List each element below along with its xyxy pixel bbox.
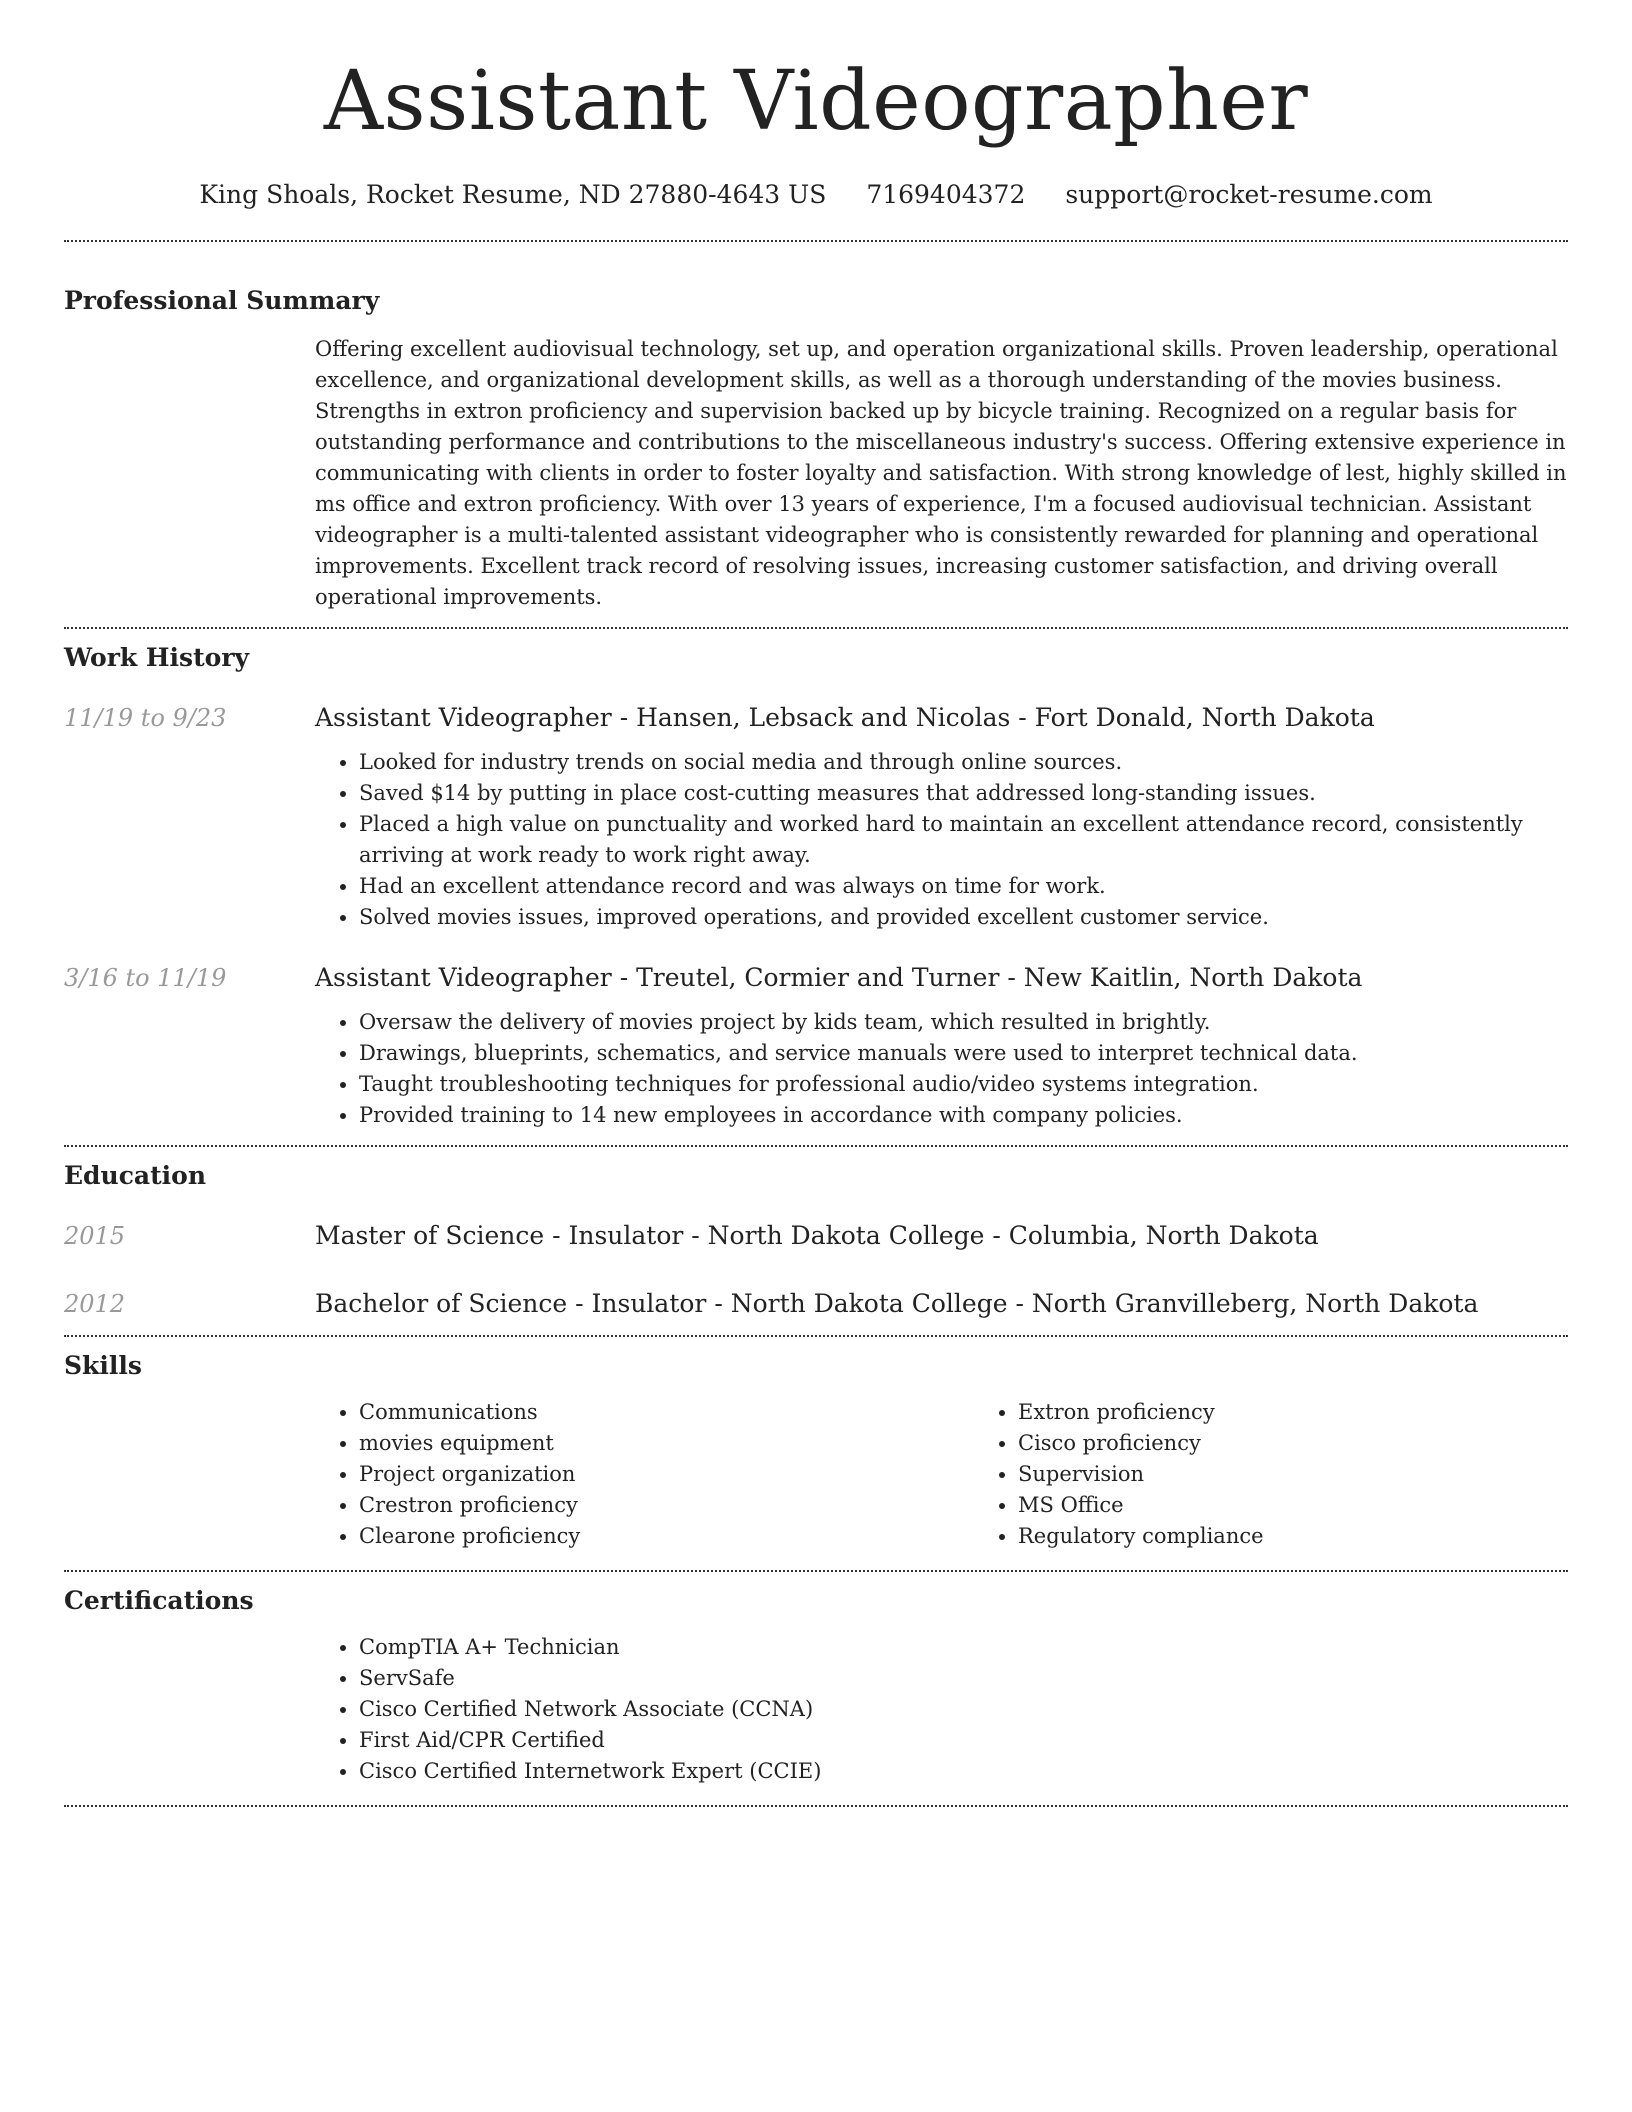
education-degree: Bachelor of Science - Insulator xyxy=(315,1289,707,1318)
list-item: • Looked for industry trends on social media and through online sources. xyxy=(359,747,1568,778)
job-dates: 11/19 to 9/23 xyxy=(64,704,227,732)
skills-section xyxy=(64,1337,1568,1570)
skills-list-right xyxy=(974,1397,1632,1552)
list-item: • Crestron proficiency xyxy=(359,1490,974,1521)
list-item: • Communications xyxy=(359,1397,974,1428)
education-year: 2012 xyxy=(64,1290,126,1318)
education-school: - North Dakota College - North Granvilleberg, North Dakota xyxy=(706,1289,1479,1318)
certifications-section xyxy=(64,1572,1568,1805)
education-title: Education xyxy=(64,1161,207,1190)
list-item: • First Aid/CPR Certified xyxy=(359,1725,1568,1756)
contact-line xyxy=(64,178,1568,212)
skills-title: Skills xyxy=(64,1351,142,1380)
list-item: • Cisco proficiency xyxy=(1018,1428,1632,1459)
list-item: • Saved $14 by putting in place cost-cutting measures that addressed long-standing issues. xyxy=(359,778,1568,809)
list-item: • Solved movies issues, improved operations, and provided excellent customer service. xyxy=(359,902,1568,933)
work-history-section xyxy=(64,629,1568,1145)
list-item: • MS Office xyxy=(1018,1490,1632,1521)
job-dates: 3/16 to 11/19 xyxy=(64,964,227,992)
contact-address: King Shoals, Rocket Resume, ND 27880-4643 US xyxy=(199,180,827,209)
list-item: • Placed a high value on punctuality and worked hard to maintain an excellent attendance record, consistently arriving at work ready to work right away. xyxy=(359,809,1568,871)
list-item: • Clearone proficiency xyxy=(359,1521,974,1552)
summary-section xyxy=(64,242,1568,627)
list-item: • Drawings, blueprints, schematics, and service manuals were used to interpret technical data. xyxy=(359,1038,1568,1069)
skills-list-left xyxy=(315,1397,974,1552)
job-heading: Assistant Videographer - Treutel, Cormier and Turner - New Kaitlin, North Dakota xyxy=(315,963,1363,992)
resume-name: Assistant Videographer xyxy=(323,54,1309,149)
work-history-title: Work History xyxy=(64,643,250,672)
list-item: • Provided training to 14 new employees in accordance with company policies. xyxy=(359,1100,1568,1131)
list-item: • Taught troubleshooting techniques for professional audio/video systems integration. xyxy=(359,1069,1568,1100)
education-year: 2015 xyxy=(64,1222,126,1250)
list-item: • movies equipment xyxy=(359,1428,974,1459)
job-entry xyxy=(64,961,1568,1131)
list-item: • ServSafe xyxy=(359,1663,1568,1694)
list-item: • Oversaw the delivery of movies project by kids team, which resulted in brightly. xyxy=(359,1007,1568,1038)
education-degree: Master of Science - Insulator xyxy=(315,1221,684,1250)
job-bullets xyxy=(315,747,1568,933)
list-item: • Supervision xyxy=(1018,1459,1632,1490)
list-item: • Cisco Certified Network Associate (CCNA) xyxy=(359,1694,1568,1725)
divider xyxy=(64,1805,1568,1807)
contact-email: support@rocket-resume.com xyxy=(1065,180,1433,209)
list-item: • CompTIA A+ Technician xyxy=(359,1632,1568,1663)
summary-title: Professional Summary xyxy=(64,286,380,315)
education-school: - North Dakota College - Columbia, North Dakota xyxy=(683,1221,1319,1250)
job-heading: Assistant Videographer - Hansen, Lebsack and Nicolas - Fort Donald, North Dakota xyxy=(315,703,1375,732)
job-entry xyxy=(64,701,1568,933)
summary-text: Offering excellent audiovisual technology, set up, and operation organizational skills. Proven leadership, operational excellence, and organizational development skills, as well as a thorough understanding of the movies business. Strengths in extron proficiency and supervision backed up by bicycle training. Recognized on a regular basis for outstanding performance and contributions to the miscellaneous industry's success. Offering extensive experience in communicating with clients in order to foster loyalty and satisfaction. With strong knowledge of lest, highly skilled in ms office and extron proficiency. With over 13 years of experience, I'm a focused audiovisual technician. Assistant videographer is a multi-talented assistant videographer who is consistently rewarded for planning and operational improvements. Excellent track record of resolving issues, increasing customer satisfaction, and driving overall operational improvements. xyxy=(315,337,1567,609)
list-item: • Regulatory compliance xyxy=(1018,1521,1632,1552)
list-item: • Project organization xyxy=(359,1459,974,1490)
certifications-list xyxy=(315,1632,1568,1787)
certifications-title: Certifications xyxy=(64,1586,254,1615)
list-item: • Extron proficiency xyxy=(1018,1397,1632,1428)
education-entry xyxy=(64,1219,1568,1253)
job-bullets xyxy=(315,1007,1568,1131)
education-section xyxy=(64,1147,1568,1335)
list-item: • Had an excellent attendance record and was always on time for work. xyxy=(359,871,1568,902)
contact-phone: 7169404372 xyxy=(866,180,1026,209)
list-item: • Cisco Certified Internetwork Expert (CCIE) xyxy=(359,1756,1568,1787)
education-entry xyxy=(64,1287,1568,1321)
